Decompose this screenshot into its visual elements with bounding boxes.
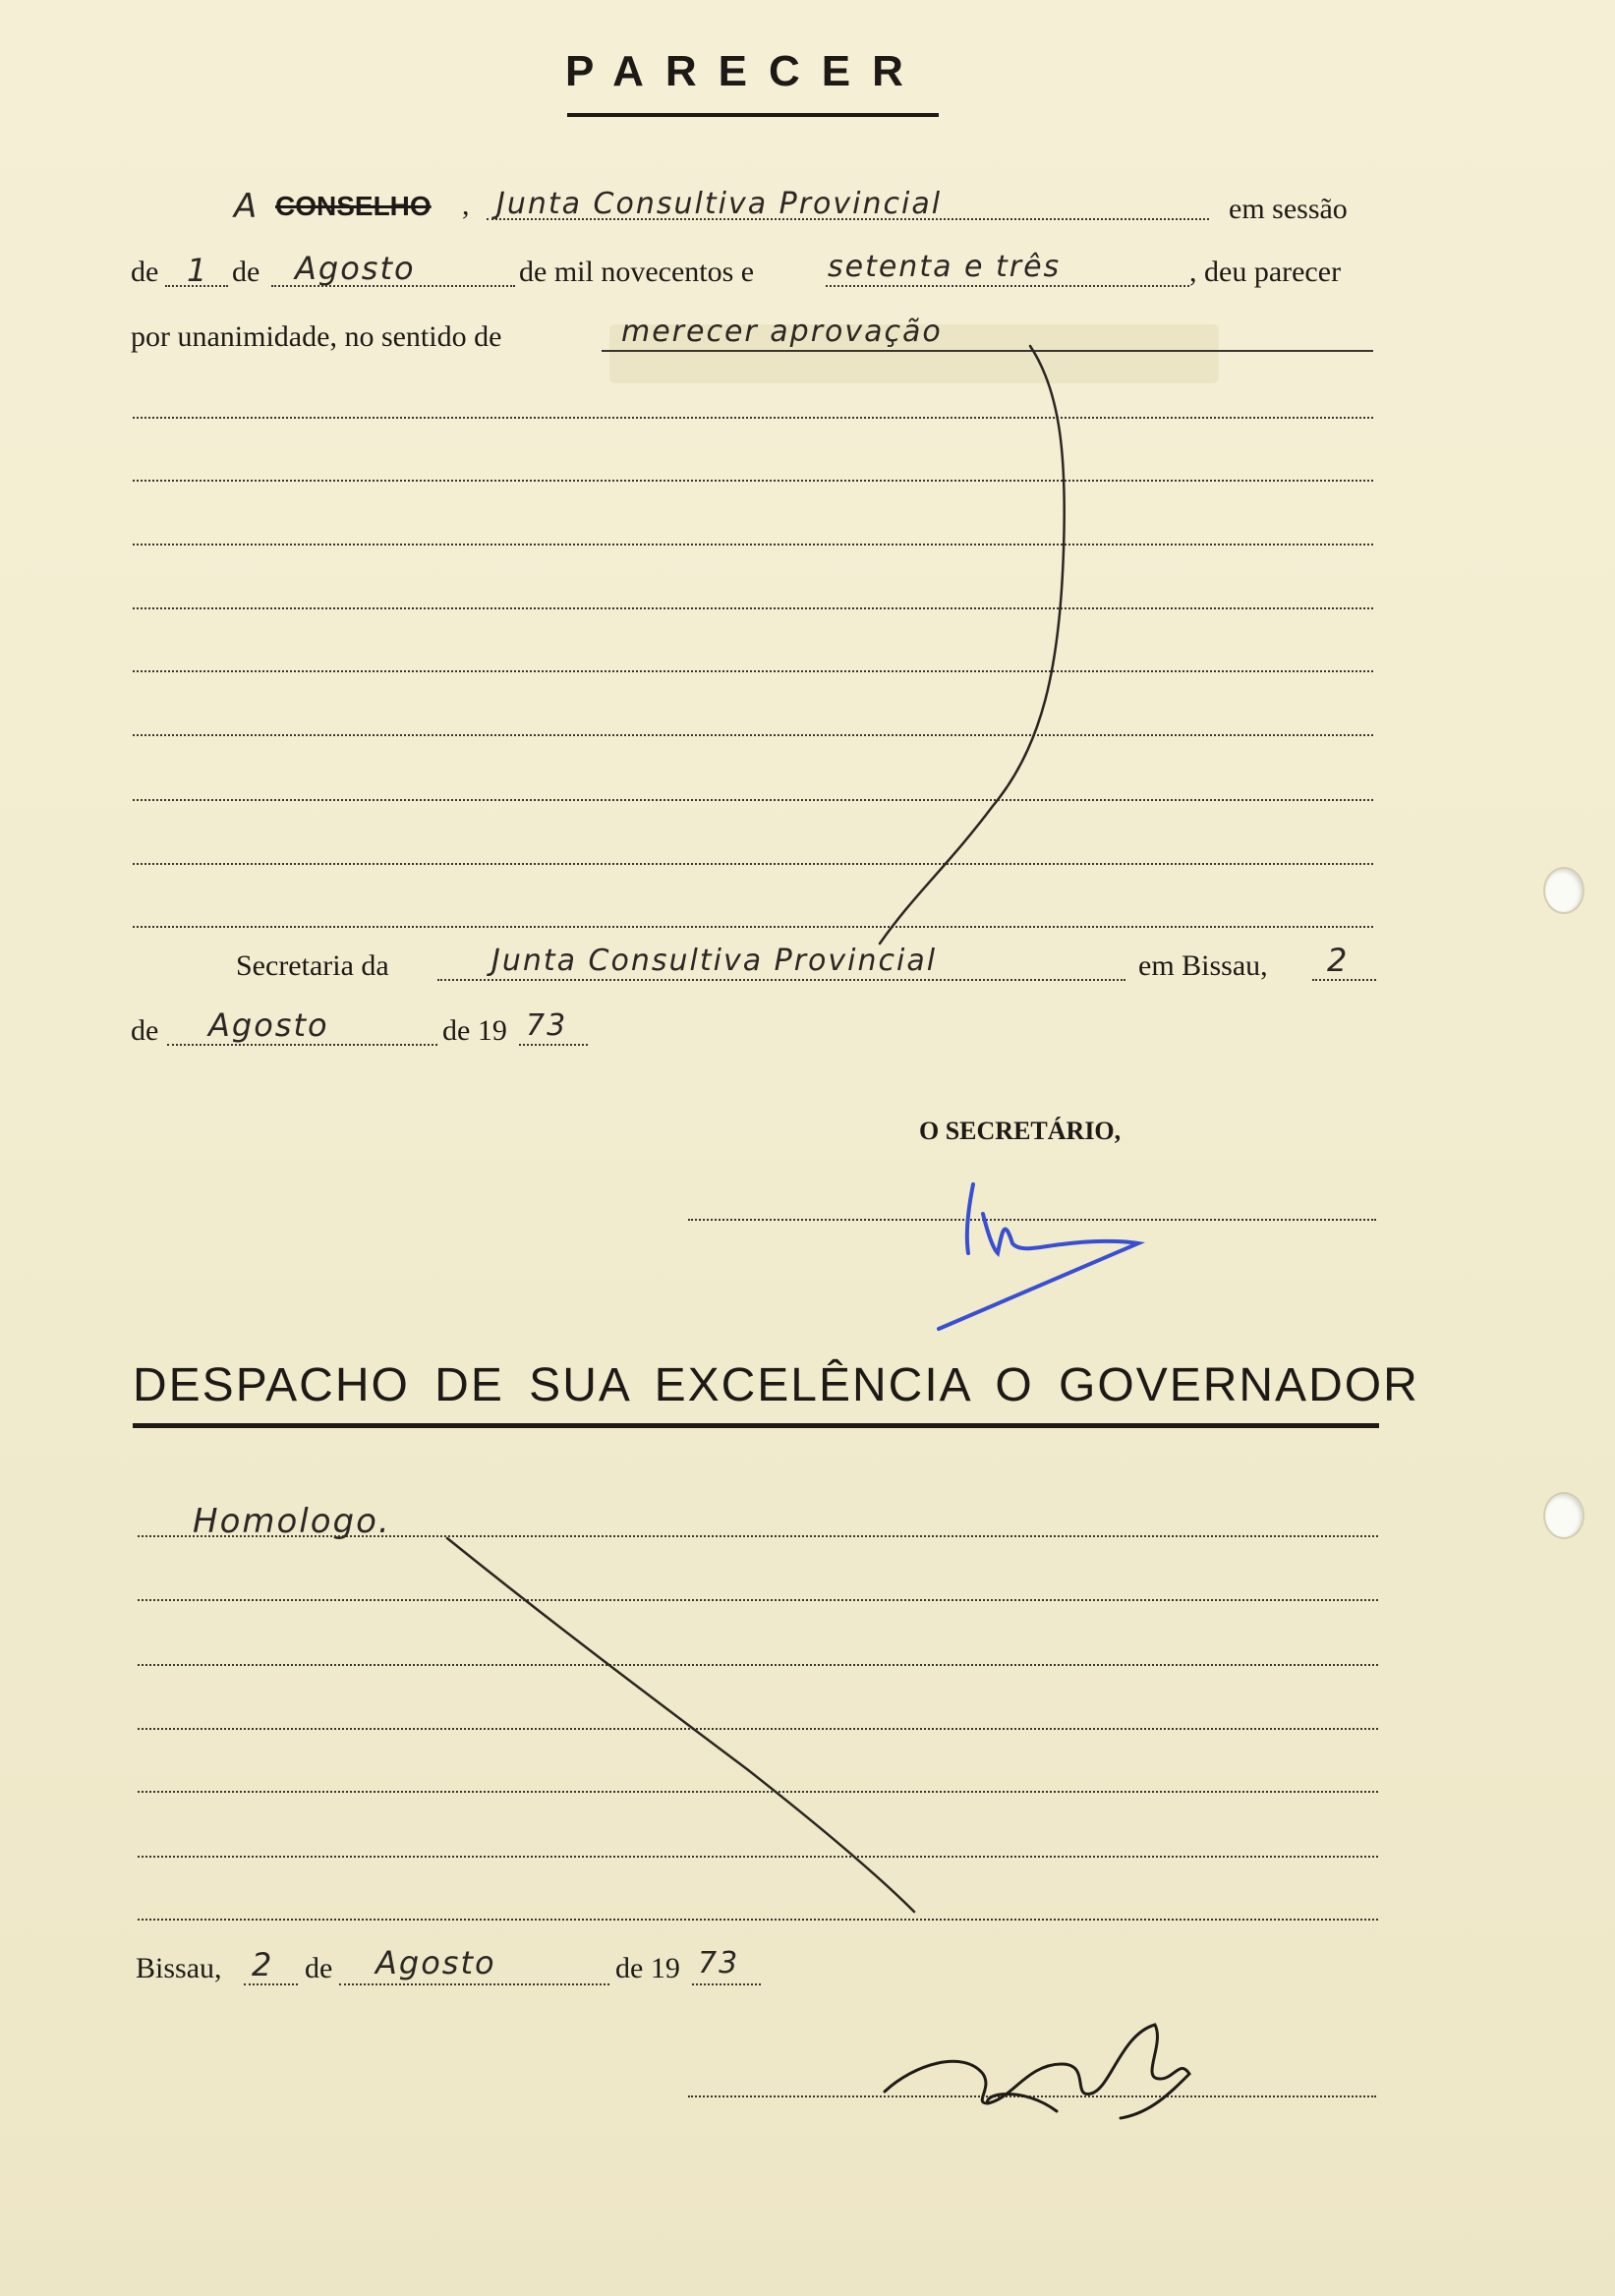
article-handwritten: A xyxy=(234,187,260,226)
de-label-2: de xyxy=(232,256,260,288)
month-handwritten: Agosto xyxy=(295,250,416,287)
despacho-de-label: de xyxy=(305,1952,333,1984)
em-sessao-label: em sessão xyxy=(1229,193,1348,225)
despacho-handwritten: Homologo. xyxy=(193,1502,391,1541)
secretaria-body-handwritten: Junta Consultiva Provincial xyxy=(491,944,938,978)
despacho-de-19-label: de 19 xyxy=(615,1952,680,1984)
secretary-signature xyxy=(939,1184,1138,1329)
em-bissau-label: em Bissau, xyxy=(1138,949,1268,982)
de-label: de xyxy=(131,256,159,288)
despacho-title: DESPACHO DE SUA EXCELÊNCIA O GOVERNADOR xyxy=(133,1359,1419,1411)
governor-signature xyxy=(885,2025,1189,2118)
cancel-stroke-lower xyxy=(447,1538,914,1912)
despacho-year-handwritten: 73 xyxy=(698,1946,740,1980)
year-text-label: de mil novecentos e xyxy=(519,256,755,288)
year-words-handwritten: setenta e três xyxy=(828,250,1062,284)
secretaria-de-label: de xyxy=(131,1014,159,1047)
day-handwritten: 1 xyxy=(187,252,209,289)
bissau-label: Bissau, xyxy=(136,1952,222,1984)
secretario-label: O SECRETÁRIO, xyxy=(919,1117,1122,1145)
secretaria-year-handwritten: 73 xyxy=(526,1008,568,1043)
secretaria-day-handwritten: 2 xyxy=(1327,942,1350,979)
secretaria-de-19-label: de 19 xyxy=(442,1014,507,1047)
secretaria-month-handwritten: Agosto xyxy=(208,1006,329,1044)
decision-handwritten: merecer aprovação xyxy=(621,315,943,349)
cancel-stroke-upper xyxy=(880,346,1065,944)
despacho-month-handwritten: Agosto xyxy=(375,1944,496,1981)
page-title: PARECER xyxy=(565,47,925,95)
comma: , xyxy=(462,189,470,221)
sentido-label: por unanimidade, no sentido de xyxy=(131,320,502,353)
body-name-handwritten: Junta Consultiva Provincial xyxy=(496,187,943,221)
struck-word-conselho: CONSELHO xyxy=(275,191,432,221)
deu-parecer-label: , deu parecer xyxy=(1189,256,1342,288)
secretaria-label: Secretaria da xyxy=(236,949,389,982)
despacho-day-handwritten: 2 xyxy=(252,1946,274,1983)
